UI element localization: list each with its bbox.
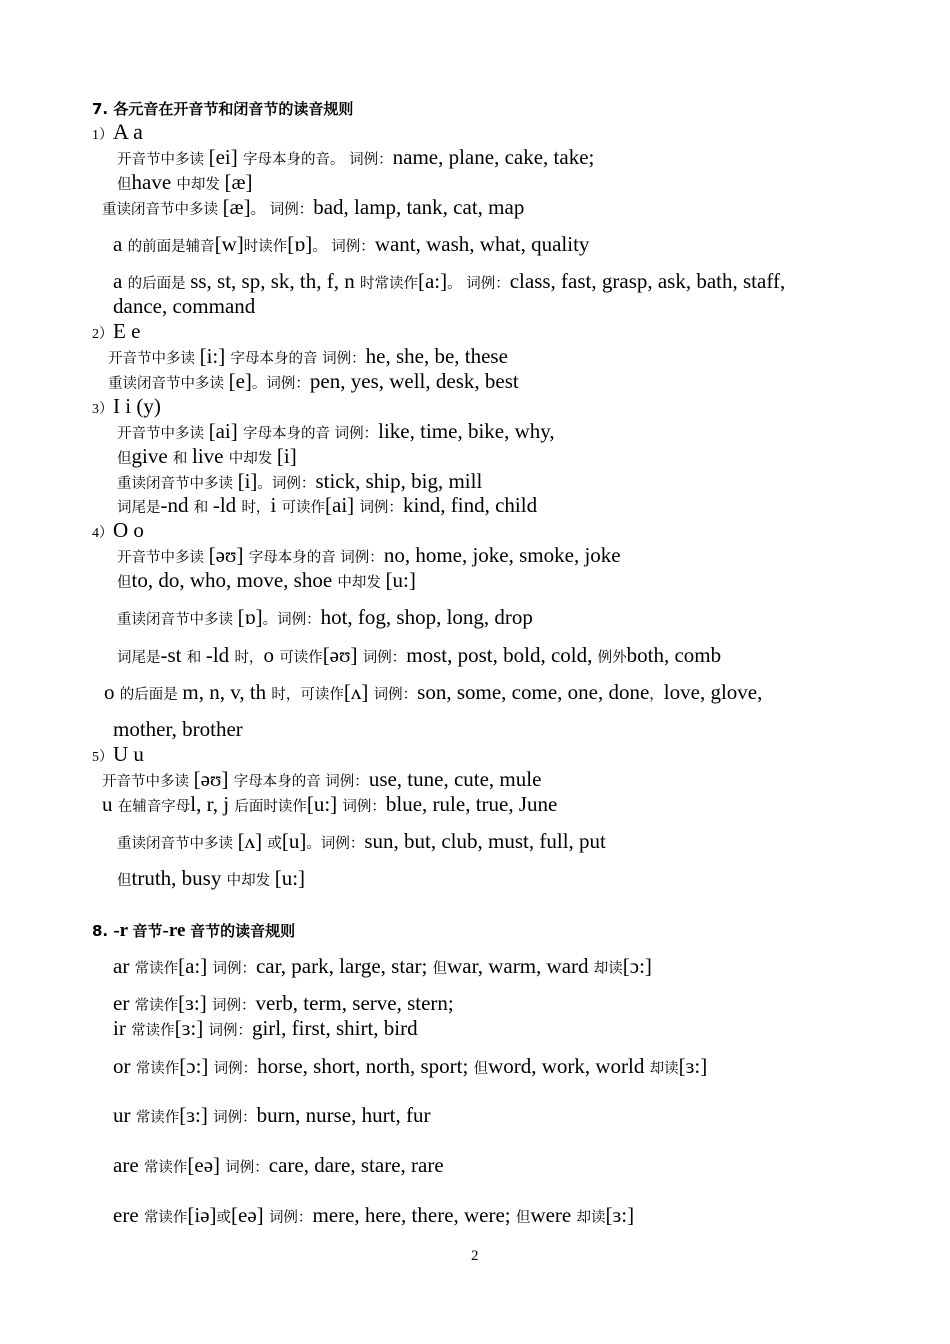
- text-segment: 常读作: [143, 1210, 188, 1226]
- text-segment: ss, st, sp, sk, th, f, n: [190, 269, 360, 293]
- text-segment: 可读作: [281, 500, 326, 516]
- text-segment: stick, ship, big, mill: [315, 469, 483, 493]
- text-segment: pen, yes, well, desk, best: [309, 369, 519, 393]
- text-segment: 字母本身的音 词例：: [243, 426, 379, 442]
- text-segment: 中却发: [176, 177, 225, 193]
- text-segment: 可读作: [279, 650, 323, 666]
- text-segment: sun, but, club, must, full, put: [364, 829, 606, 853]
- text-segment: class, fast, grasp, ask, bath, staff,: [509, 269, 786, 293]
- text-segment: 词例：: [213, 1110, 257, 1126]
- text-segment: [ɔ:]: [622, 954, 652, 978]
- text-segment: or: [113, 1054, 136, 1078]
- text-segment: 开音节中多读: [117, 550, 209, 566]
- text-line: [113, 954, 652, 981]
- text-line: [113, 717, 243, 741]
- text-segment: 常读作: [135, 1110, 180, 1126]
- text-segment: 但: [117, 451, 132, 467]
- text-segment: want, wash, what, quality: [374, 232, 590, 256]
- text-segment: are: [113, 1153, 144, 1177]
- text-segment: [u]: [281, 829, 307, 853]
- text-segment: 后面时读作: [234, 799, 307, 815]
- text-segment: 7.: [92, 100, 114, 118]
- text-segment: 的后面是: [119, 687, 183, 703]
- text-segment: [ei]: [208, 145, 244, 169]
- text-segment: 词例：: [362, 650, 407, 666]
- text-segment: 词尾是: [117, 500, 161, 516]
- text-segment: 中却发: [337, 575, 386, 591]
- text-segment: [ʌ]: [237, 829, 268, 853]
- text-segment: o: [104, 680, 120, 704]
- text-line: [113, 269, 785, 296]
- text-segment: truth, busy: [131, 866, 227, 890]
- text-line: [92, 518, 144, 546]
- text-segment: 时，: [234, 650, 264, 666]
- text-segment: 词例：: [208, 1023, 252, 1039]
- text-segment: [w]: [214, 232, 244, 256]
- text-segment: war, warm, ward: [447, 954, 594, 978]
- text-segment: 的后面是: [127, 276, 191, 292]
- text-segment: [iə]: [187, 1203, 217, 1227]
- text-segment: U u: [113, 742, 144, 766]
- text-segment: E e: [113, 319, 141, 343]
- text-segment: 词例：: [213, 1061, 258, 1077]
- text-segment: -ld: [205, 643, 235, 667]
- text-segment: 4）: [92, 526, 113, 541]
- text-line: [117, 568, 416, 595]
- text-segment: 常读作: [143, 1160, 188, 1176]
- text-line: [117, 543, 621, 570]
- text-segment: 字母本身的音 词例：: [248, 550, 384, 566]
- text-segment: [ɜ:]: [605, 1203, 635, 1227]
- text-segment: er: [113, 991, 135, 1015]
- text-line: [113, 294, 255, 318]
- text-segment: burn, nurse, hurt, fur: [256, 1103, 431, 1127]
- text-segment: -re: [162, 920, 191, 941]
- text-segment: 重读闭音节中多读: [108, 376, 229, 392]
- text-segment: 重读闭音节中多读: [117, 476, 238, 492]
- text-segment: 时，可读作: [271, 687, 344, 703]
- text-segment: ar: [113, 954, 135, 978]
- text-segment: [u:]: [306, 792, 343, 816]
- text-segment: 词例：: [212, 961, 256, 977]
- text-segment: 和: [193, 500, 213, 516]
- text-segment: 但: [117, 575, 132, 591]
- text-line: [113, 1103, 430, 1130]
- text-segment: [ɜ:]: [678, 1054, 708, 1078]
- text-segment: no, home, joke, smoke, joke: [383, 543, 621, 567]
- text-segment: 但: [432, 961, 448, 977]
- text-segment: 但: [117, 873, 132, 889]
- text-segment: 常读作: [131, 1023, 175, 1039]
- text-segment: 开音节中多读: [117, 426, 209, 442]
- text-line: [113, 1054, 707, 1081]
- text-line: [113, 1016, 418, 1043]
- text-segment: use, tune, cute, mule: [368, 767, 542, 791]
- text-segment: 和: [186, 650, 206, 666]
- text-segment: verb, term, serve, stern;: [255, 991, 454, 1015]
- text-segment: 。 词例：: [250, 202, 314, 218]
- text-segment: -ld: [212, 493, 242, 517]
- text-segment: horse, short, north, sport;: [257, 1054, 474, 1078]
- text-segment: girl, first, shirt, bird: [251, 1016, 418, 1040]
- text-line: [117, 469, 482, 496]
- text-segment: 词例：: [268, 1210, 313, 1226]
- text-segment: 时，: [241, 500, 271, 516]
- text-segment: 。词例：: [251, 376, 310, 392]
- text-line: [117, 145, 594, 172]
- text-segment: O o: [113, 518, 144, 542]
- text-segment: 词例：: [342, 799, 386, 815]
- text-segment: [i:]: [199, 344, 231, 368]
- text-segment: 3）: [92, 402, 113, 417]
- text-segment: [ɒ]: [287, 232, 313, 256]
- text-segment: 却读: [593, 961, 623, 977]
- text-segment: hot, fog, shop, long, drop: [320, 605, 533, 629]
- text-segment: [eə]: [231, 1203, 269, 1227]
- text-segment: [ɜ:]: [178, 991, 212, 1015]
- text-segment: 中却发: [226, 873, 275, 889]
- text-line: [92, 394, 161, 422]
- text-segment: 却读: [576, 1210, 606, 1226]
- text-segment: live: [192, 444, 229, 468]
- text-line: [113, 232, 589, 259]
- text-segment: to, do, who, move, shoe: [131, 568, 338, 592]
- text-segment: -r: [113, 920, 133, 941]
- text-line: [117, 493, 537, 520]
- text-line: [113, 1203, 634, 1230]
- text-segment: i: [270, 493, 282, 517]
- text-segment: 8.: [92, 922, 114, 940]
- text-segment: 。词例：: [306, 836, 365, 852]
- text-line: [92, 120, 143, 148]
- text-segment: 但: [473, 1061, 489, 1077]
- text-segment: 词例：: [225, 1160, 269, 1176]
- text-segment: [a:]: [417, 269, 448, 293]
- text-segment: 字母本身的音 词例：: [230, 351, 366, 367]
- text-segment: [ɒ]: [237, 605, 263, 629]
- text-segment: 。 词例：: [447, 276, 510, 292]
- text-line: [117, 444, 297, 471]
- text-segment: 各元音在开音节和闭音节的读音规则: [113, 100, 354, 118]
- text-segment: [əʊ]: [322, 643, 363, 667]
- text-segment: [i]: [237, 469, 258, 493]
- text-segment: [ai]: [208, 419, 244, 443]
- text-segment: 字母本身的音 词例：: [233, 774, 369, 790]
- text-line: [108, 369, 519, 396]
- text-segment: -st: [160, 643, 187, 667]
- text-segment: I i (y): [113, 394, 161, 418]
- text-segment: [æ]: [224, 170, 253, 194]
- text-segment: 或: [267, 836, 282, 852]
- text-segment: 却读: [649, 1061, 679, 1077]
- text-segment: car, park, large, star;: [255, 954, 433, 978]
- text-segment: 重读闭音节中多读: [117, 836, 238, 852]
- text-line: [104, 680, 762, 707]
- text-line: [92, 917, 295, 943]
- text-segment: mother, brother: [113, 717, 243, 741]
- text-segment: 5）: [92, 750, 113, 765]
- text-segment: name, plane, cake, take;: [392, 145, 595, 169]
- text-segment: a: [113, 232, 128, 256]
- text-segment: A a: [113, 119, 143, 144]
- text-segment: ，: [649, 687, 664, 703]
- text-segment: 在辅音字母: [117, 799, 191, 815]
- text-segment: l, r, j: [190, 792, 235, 816]
- text-line: [117, 866, 305, 893]
- text-segment: 时读作: [243, 239, 288, 255]
- text-line: [92, 319, 140, 347]
- text-segment: [ʌ]: [343, 680, 374, 704]
- text-segment: [eə]: [187, 1153, 226, 1177]
- text-line: [117, 643, 721, 670]
- text-segment: 1）: [92, 128, 113, 143]
- text-line: [117, 829, 606, 856]
- text-segment: he, she, be, these: [365, 344, 508, 368]
- text-segment: 中却发: [228, 451, 277, 467]
- text-segment: -nd: [160, 493, 194, 517]
- text-segment: have: [131, 170, 177, 194]
- text-segment: like, time, bike, why,: [378, 419, 555, 443]
- text-segment: [a:]: [178, 954, 213, 978]
- text-segment: 。词例：: [257, 476, 316, 492]
- text-segment: o: [263, 643, 280, 667]
- text-segment: 词例：: [373, 687, 418, 703]
- text-segment: 词例：: [211, 998, 256, 1014]
- text-line: [102, 767, 541, 794]
- text-segment: [e]: [228, 369, 252, 393]
- text-segment: [u:]: [274, 866, 306, 890]
- text-segment: 。词例：: [262, 612, 321, 628]
- text-segment: care, dare, stare, rare: [268, 1153, 444, 1177]
- text-segment: most, post, bold, cold,: [406, 643, 598, 667]
- text-segment: 开音节中多读: [102, 774, 194, 790]
- text-line: [102, 792, 557, 819]
- text-segment: 字母本身的音。 词例：: [243, 152, 393, 168]
- text-line: [102, 195, 524, 222]
- text-segment: u: [102, 792, 118, 816]
- text-line: [117, 419, 555, 446]
- text-segment: blue, rule, true, June: [385, 792, 558, 816]
- text-segment: 重读闭音节中多读: [102, 202, 223, 218]
- text-segment: 。 词例：: [312, 239, 375, 255]
- text-segment: dance, command: [113, 294, 256, 318]
- text-segment: 词例：: [359, 500, 403, 516]
- text-line: [117, 170, 253, 197]
- text-segment: 2）: [92, 327, 113, 342]
- text-segment: son, some, come, one, done: [417, 680, 650, 704]
- text-segment: 词尾是: [117, 650, 161, 666]
- text-segment: word, work, world: [488, 1054, 650, 1078]
- text-segment: [æ]: [222, 195, 251, 219]
- text-segment: bad, lamp, tank, cat, map: [313, 195, 525, 219]
- text-segment: 音节: [132, 922, 163, 940]
- text-segment: kind, find, child: [402, 493, 538, 517]
- text-segment: were: [530, 1203, 577, 1227]
- text-line: [117, 605, 533, 632]
- text-segment: 时常读作: [359, 276, 418, 292]
- text-segment: [əʊ]: [193, 767, 234, 791]
- text-segment: ir: [113, 1016, 132, 1040]
- text-segment: ur: [113, 1103, 136, 1127]
- text-segment: 重读闭音节中多读: [117, 612, 238, 628]
- page-number: 2: [471, 1248, 479, 1264]
- text-segment: 但: [515, 1210, 531, 1226]
- text-segment: a: [113, 269, 128, 293]
- text-segment: ere: [113, 1203, 144, 1227]
- text-segment: 或: [216, 1210, 232, 1226]
- text-segment: 但: [117, 177, 132, 193]
- text-segment: 开音节中多读: [108, 351, 200, 367]
- text-line: [113, 991, 454, 1018]
- text-segment: [əʊ]: [208, 543, 249, 567]
- text-segment: 开音节中多读: [117, 152, 209, 168]
- text-segment: m, n, v, th: [182, 680, 272, 704]
- text-segment: both, comb: [626, 643, 722, 667]
- text-segment: mere, here, there, were;: [312, 1203, 516, 1227]
- text-segment: [ɔ:]: [179, 1054, 214, 1078]
- text-segment: 常读作: [134, 998, 179, 1014]
- text-segment: [u:]: [385, 568, 416, 592]
- text-segment: 的前面是辅音: [127, 239, 215, 255]
- text-segment: 常读作: [135, 1061, 180, 1077]
- text-segment: 常读作: [134, 961, 179, 977]
- text-segment: 和: [172, 451, 193, 467]
- text-line: [108, 344, 508, 371]
- text-segment: [i]: [276, 444, 297, 468]
- text-line: [113, 1153, 444, 1180]
- text-line: [92, 742, 144, 770]
- text-segment: 例外: [597, 650, 627, 666]
- text-line: [92, 95, 353, 121]
- text-segment: [ai]: [325, 493, 360, 517]
- text-segment: [ɜ:]: [179, 1103, 214, 1127]
- text-segment: [ɜ:]: [174, 1016, 209, 1040]
- text-segment: 音节的读音规则: [190, 922, 296, 940]
- text-segment: love, glove,: [663, 680, 763, 704]
- text-segment: give: [131, 444, 173, 468]
